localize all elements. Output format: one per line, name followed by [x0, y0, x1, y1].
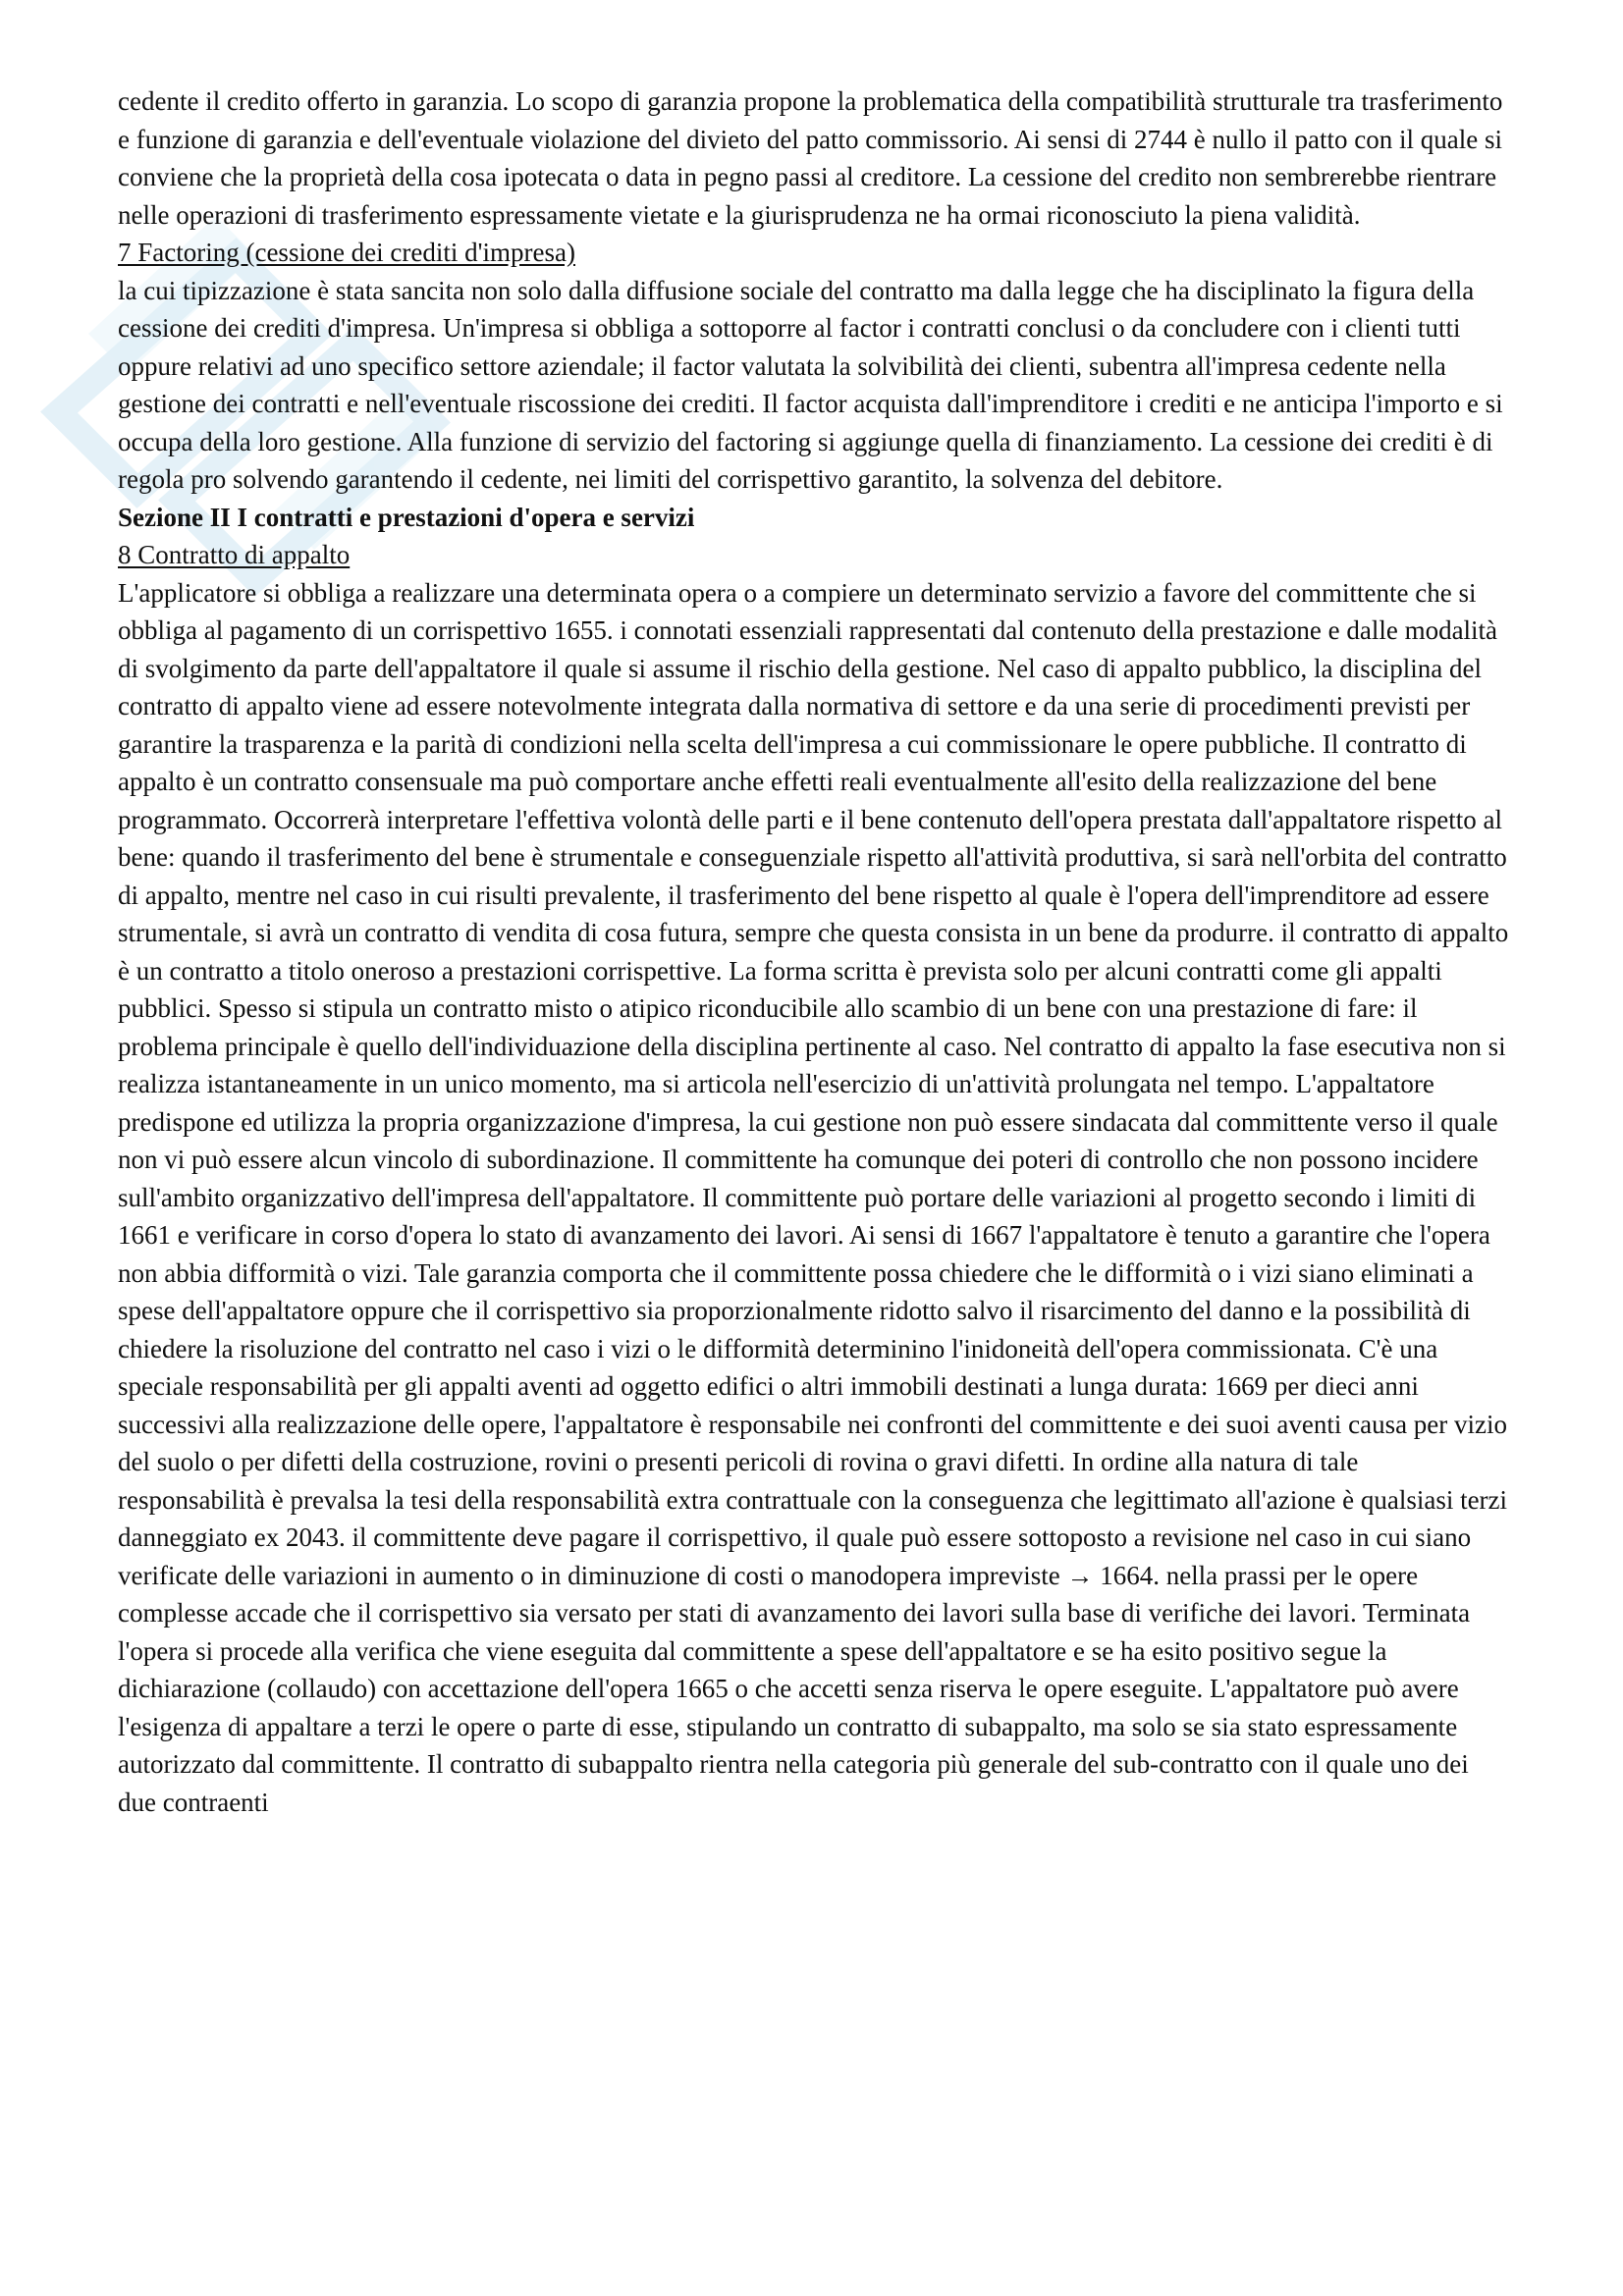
heading-factoring: 7 Factoring (cessione dei crediti d'impresa): [118, 238, 575, 267]
section-heading: Sezione II I contratti e prestazioni d'opera e servizi: [118, 502, 695, 532]
paragraph-garanzia: cedente il credito offerto in garanzia. Lo scopo di garanzia propone la problematica della compatibilità strutturale tra trasferimento e funzione di garanzia e dell'eventuale violazione del divieto del patto commissorio. Ai sensi di 2744 è nullo il patto con il quale si conviene che la proprietà della cosa ipotecata o data in pegno passi al creditore. La cessione del credito non sembrerebbe rientrare nelle operazioni di trasferimento espressamente vietate e la giurisprudenza ne ha ormai riconosciuto la piena validità.: [118, 86, 1503, 230]
paragraph-factoring: la cui tipizzazione è stata sancita non solo dalla diffusione sociale del contratto ma dalla legge che ha disciplinato la figura della cessione dei crediti d'impresa. Un'impresa si obbliga a sottoporre al factor i contratti conclusi o da concludere con i clienti tutti oppure relativi ad uno specifico settore aziendale; il factor valutata la solvibilità dei clienti, subentra all'impresa cedente nella gestione dei contratti e nell'eventuale riscossione dei crediti. Il factor acquista dall'imprenditore i crediti e ne anticipa l'importo e si occupa della loro gestione. Alla funzione di servizio del factoring si aggiunge quella di finanziamento. La cessione dei crediti è di regola pro solvendo garantendo il cedente, nei limiti del corrispettivo garantito, la solvenza del debitore.: [118, 275, 1503, 494]
paragraph-appalto: L'applicatore si obbliga a realizzare una determinata opera o a compiere un determinato servizio a favore del committente che si obbliga al pagamento di un corrispettivo 1655. i connotati essenziali rappresentati dal contenuto della prestazione e dalle modalità di svolgimento da parte dell'appaltatore il quale si assume il rischio della gestione. Nel caso di appalto pubblico, la disciplina del contratto di appalto viene ad essere notevolmente integrata dalla normativa di settore e da una serie di procedimenti previsti per garantire la trasparenza e la parità di condizioni nella scelta dell'impresa a cui commissionare le opere pubbliche. Il contratto di appalto è un contratto consensuale ma può comportare anche effetti reali eventualmente all'esito della realizzazione del bene programmato. Occorrerà interpretare l'effettiva volontà delle parti e il bene contenuto dell'opera prestata dall'appaltatore rispetto al bene: quando il trasferimento del bene è strumentale e conseguenziale rispetto all'attività produttiva, si sarà nell'orbita del contratto di appalto, mentre nel caso in cui risulti prevalente, il trasferimento del bene rispetto al quale è l'opera dell'imprenditore ad essere strumentale, si avrà un contratto di vendita di cosa futura, sempre che questa consista in un bene da produrre. il contratto di appalto è un contratto a titolo oneroso a prestazioni corrispettive. La forma scritta è prevista solo per alcuni contratti come gli appalti pubblici. Spesso si stipula un contratto misto o atipico riconducibile allo scambio di un bene con una prestazione di fare: il problema principale è quello dell'individuazione della disciplina pertinente al caso. Nel contratto di appalto la fase esecutiva non si realizza istantaneamente in un unico momento, ma si articola nell'esercizio di un'attività prolungata nel tempo. L'appaltatore predispone ed utilizza la propria organizzazione d'impresa, la cui gestione non può essere sindacata dal committente verso il quale non vi può essere alcun vincolo di subordinazione. Il committente ha comunque dei poteri di controllo che non possono incidere sull'ambito organizzativo dell'impresa dell'appaltatore. Il committente può portare delle variazioni al progetto secondo i limiti di 1661 e verificare in corso d'opera lo stato di avanzamento dei lavori. Ai sensi di 1667 l'appaltatore è tenuto a garantire che l'opera non abbia difformità o vizi. Tale garanzia comporta che il committente possa chiedere che le difformità o i vizi siano eliminati a spese dell'appaltatore oppure che il corrispettivo sia proporzionalmente ridotto salvo il risarcimento del danno e la possibilità di chiedere la risoluzione del contratto nel caso i vizi o le difformità determinino l'inidoneità dell'opera commissionata. C'è una speciale responsabilità per gli appalti aventi ad oggetto edifici o altri immobili destinati a lunga durata: 1669 per dieci anni successivi alla realizzazione delle opere, l'appaltatore è responsabile nei confronti del committente e dei suoi aventi causa per vizio del suolo o per difetti della costruzione, rovini o presenti pericoli di rovina o gravi difetti. In ordine alla natura di tale responsabilità è prevalsa la tesi della responsabilità extra contrattuale con la conseguenza che legittimato all'azione è qualsiasi terzi danneggiato ex 2043. il committente deve pagare il corrispettivo, il quale può essere sottoposto a revisione nel caso in cui siano verificate delle variazioni in aumento o in diminuzione di costi o manodopera impreviste → 1664. nella prassi per le opere complesse accade che il corrispettivo sia versato per stati di avanzamento dei lavori sulla base di verifiche dei lavori. Terminata l'opera si procede alla verifica che viene eseguita dal committente a spese dell'appaltatore e se ha esito positivo segue la dichiarazione (collaudo) con accettazione dell'opera 1665 o che accetti senza riserva le opere eseguite. L'appaltatore può avere l'esigenza di appaltare a terzi le opere o parte di esse, stipulando un contratto di subappalto, ma solo se sia stato espressamente autorizzato dal committente. Il contratto di subappalto rientra nella categoria più generale del sub-contratto con il quale uno dei due contraenti: [118, 577, 1509, 1817]
document-page: [118, 82, 1512, 1821]
heading-appalto: 8 Contratto di appalto: [118, 540, 351, 569]
